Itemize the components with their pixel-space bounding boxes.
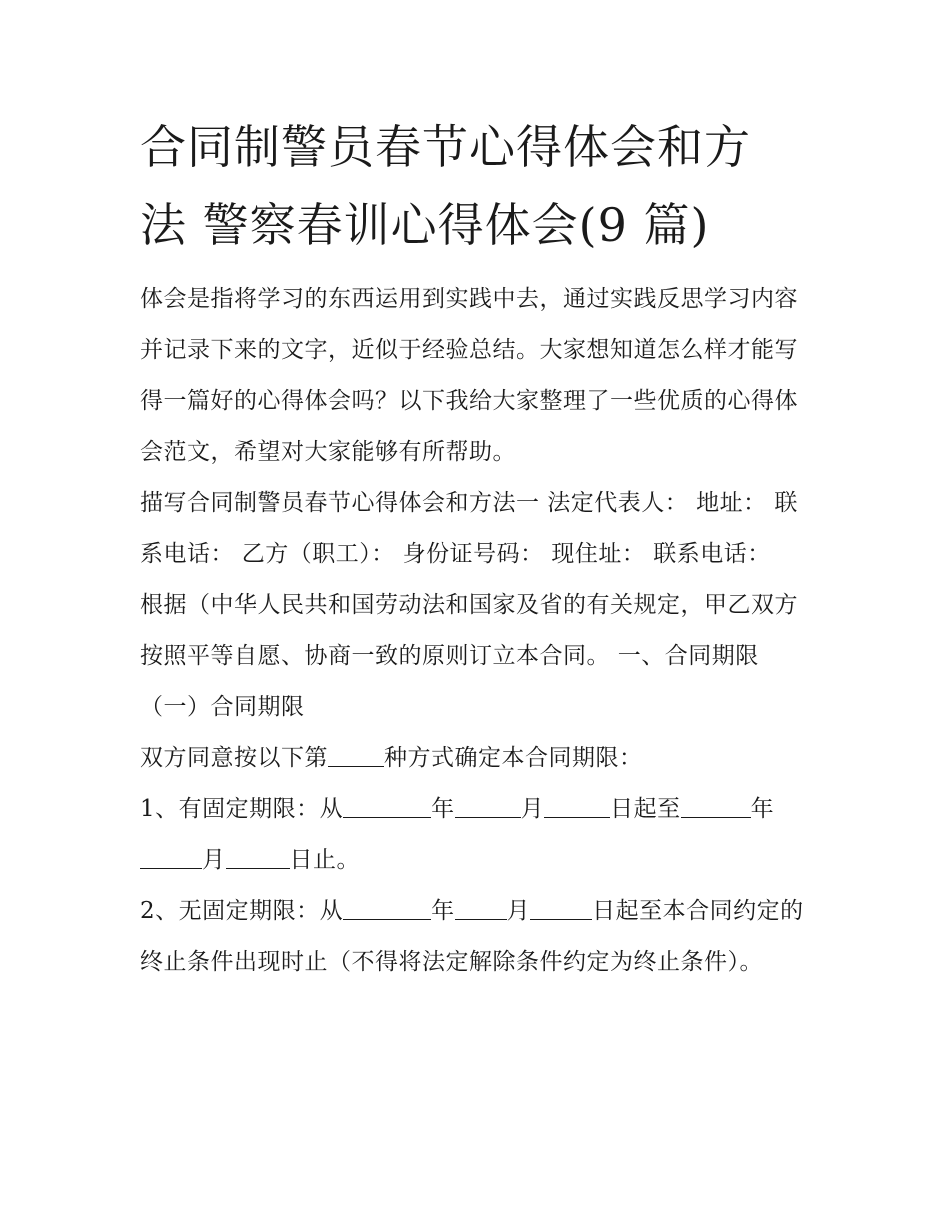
fixed-blank-end-year — [681, 794, 751, 818]
title-line-2: 法 警察春训心得体会(9 篇) — [140, 198, 710, 252]
fixed-blank-start-day — [544, 794, 610, 818]
basis-paragraph: 根据（中华人民共和国劳动法和国家及省的有关规定，甲乙双方按照平等自愿、协商一致的原则订立本合同。 一、合同期限 （一）合同期限 — [140, 592, 798, 720]
fixed-blank-start-month — [455, 794, 521, 818]
unfixed-term-paragraph — [140, 886, 820, 988]
fixed-term-paragraph — [140, 784, 820, 886]
term-choice-paragraph — [140, 733, 820, 784]
fixed-text-c: 月 — [520, 796, 545, 822]
document-title — [140, 108, 820, 264]
intro-paragraph: 体会是指将学习的东西运用到实践中去，通过实践反思学习内容并记录下来的文字，近似于经验总结。大家想知道怎么样才能写得一篇好的心得体会吗？以下我给大家整理了一些优质的心得体会范文，希望对大家能够有所帮助。 — [140, 286, 798, 465]
title-line-1: 合同制警员春节心得体会和方 — [140, 120, 751, 174]
fixed-text-f: 月 — [202, 847, 226, 873]
section-header-paragraph: 描写合同制警员春节心得体会和方法一 法定代表人： 地址： 联系电话： 乙方（职工）： 身份证号码： 现住址： 联系电话： — [140, 490, 798, 567]
document-page — [140, 108, 820, 988]
term-choice-text-b: 种方式确定本合同期限： — [384, 745, 643, 771]
unfixed-text-c: 月 — [506, 898, 531, 924]
term-choice-text-a: 双方同意按以下第 — [140, 745, 328, 771]
fixed-blank-end-day — [226, 845, 290, 869]
unfixed-text-d: 日起至本合同约定的终止条件出现时止（不得将法定解除条件约定为终止条件）。 — [140, 898, 804, 975]
unfixed-text-a: 2、无固定期限：从 — [140, 898, 344, 924]
term-choice-blank — [328, 743, 384, 767]
fixed-text-e: 年 — [750, 796, 775, 822]
fixed-blank-end-month — [140, 845, 202, 869]
fixed-text-b: 年 — [431, 796, 455, 822]
unfixed-blank-start-year — [343, 896, 431, 920]
unfixed-text-b: 年 — [431, 898, 455, 924]
unfixed-blank-start-day — [530, 896, 592, 920]
unfixed-blank-start-month — [455, 896, 507, 920]
fixed-text-g: 日止。 — [289, 847, 360, 873]
fixed-blank-start-year — [343, 794, 431, 818]
fixed-text-d: 日起至 — [610, 796, 681, 822]
fixed-text-a: 1、有固定期限：从 — [140, 796, 344, 822]
